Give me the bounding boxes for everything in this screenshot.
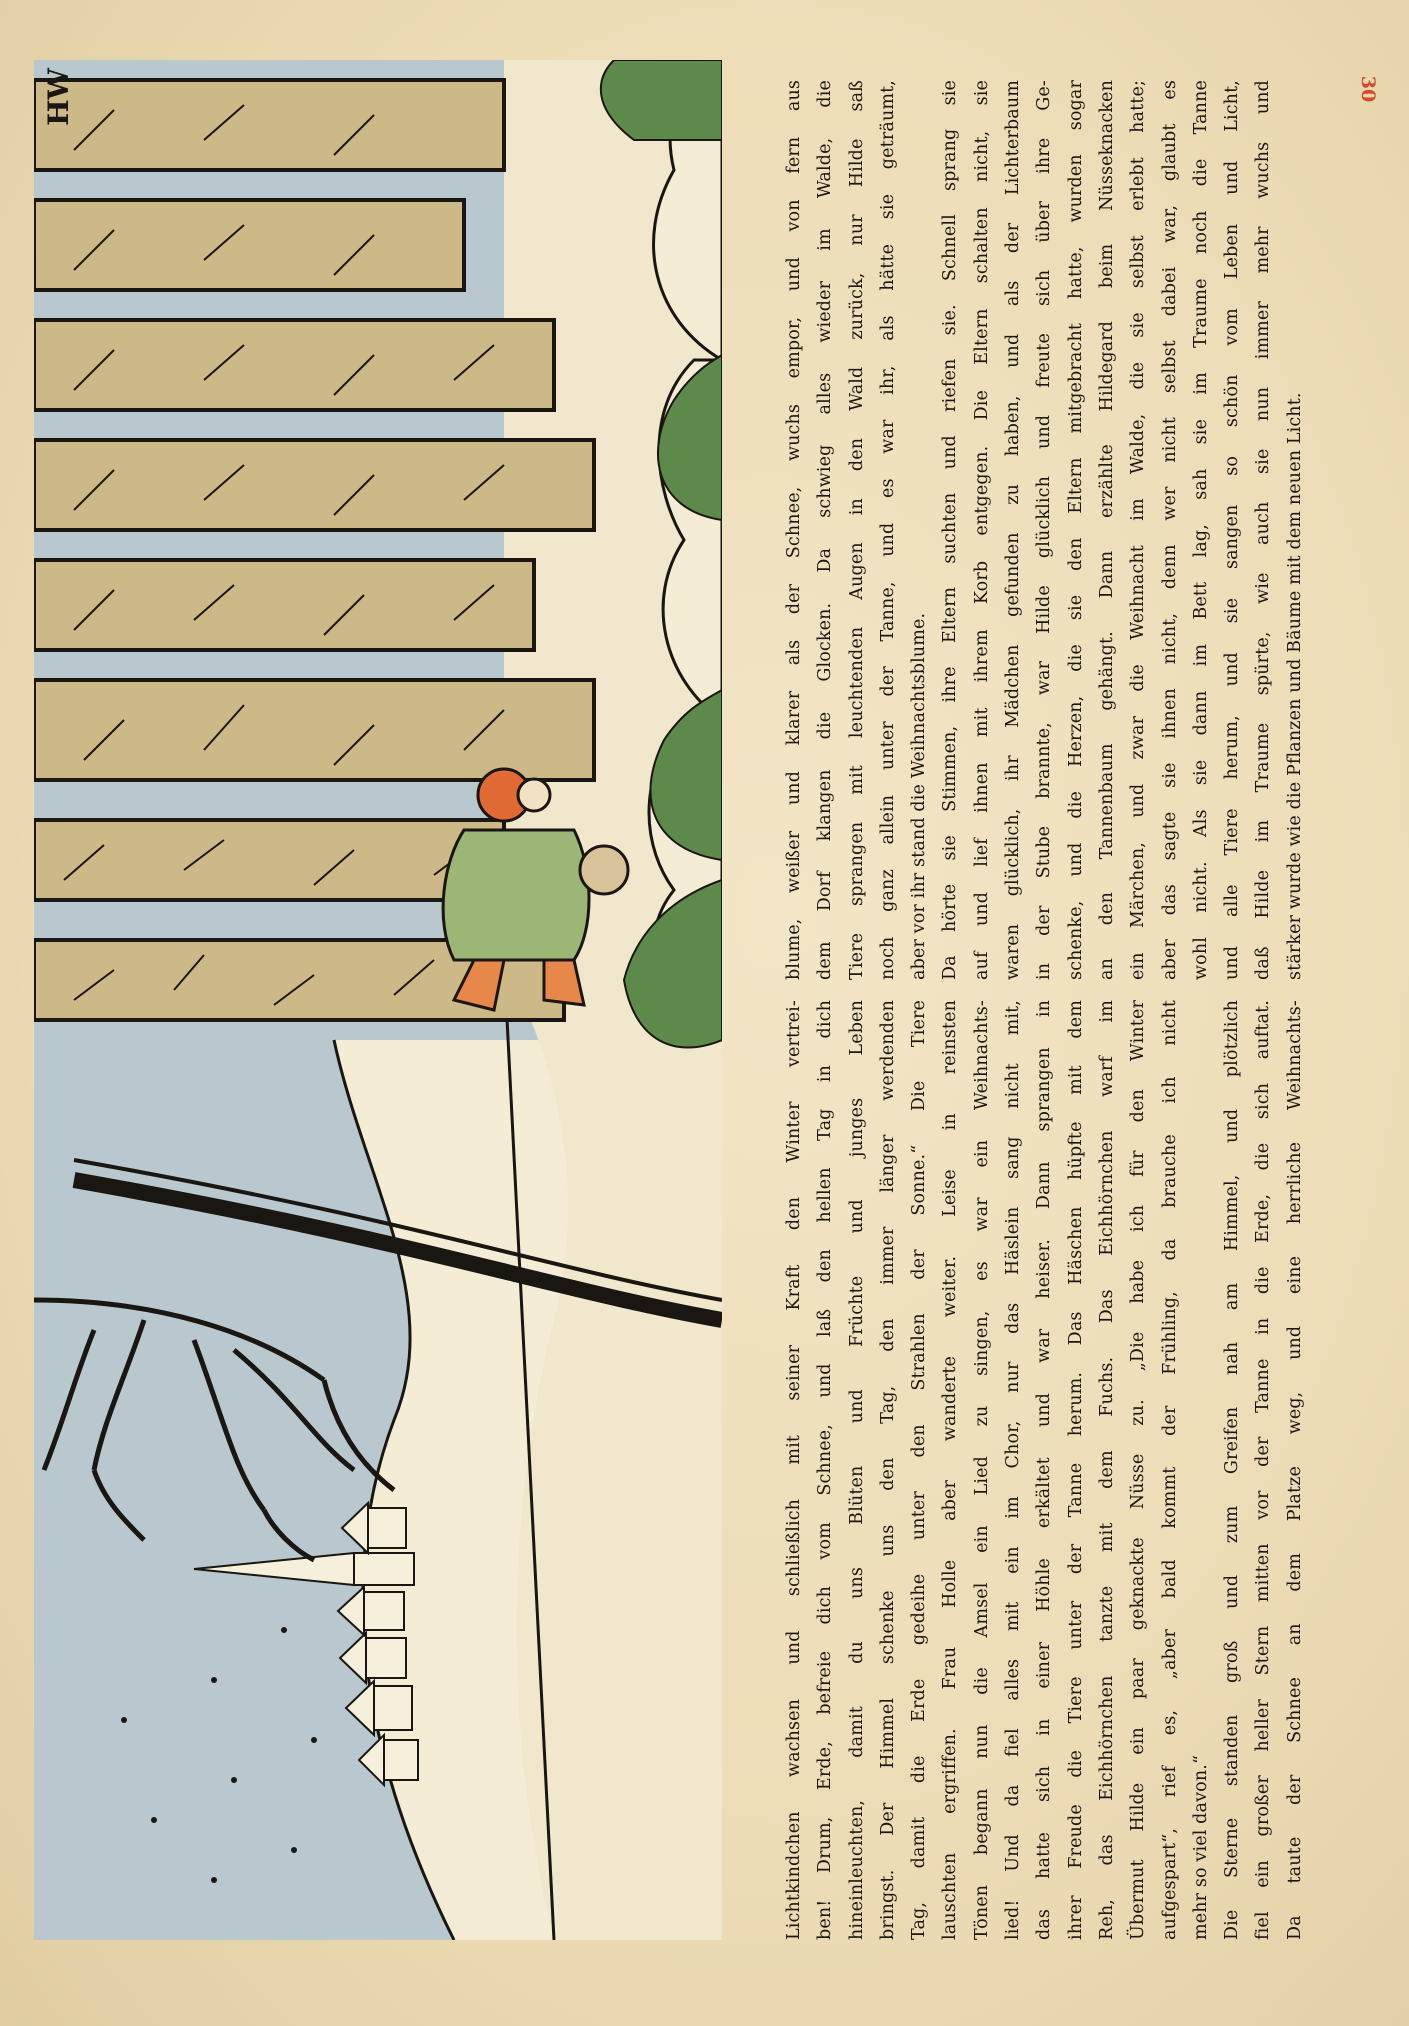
text-line: blume, weißer und klarer als der Schnee, wuchs empor, und von fern aus <box>784 80 804 980</box>
story-text-right-column <box>779 80 1311 980</box>
text-line: mehr so viel davon.“ <box>1190 1754 1211 1940</box>
text-line: ben! Drum, Erde, befreie dich vom Schnee, und laß den hellen Tag in dich <box>815 1000 836 1940</box>
story-text-left-column <box>779 1000 1311 1940</box>
text-line: Da taute der Schnee an dem Platze weg, und eine herrliche Weihnachts- <box>1284 1000 1305 1940</box>
text-line: Die Sterne standen groß und zum Greifen nah am Himmel, und plötzlich <box>1222 1000 1243 1940</box>
text-line: noch ganz allein unter der Tanne, und es war ihr, als hätte sie geträumt, <box>877 80 898 980</box>
text-line: stärker wurde wie die Pflanzen und Bäume mit dem neuen Licht. <box>1284 392 1305 980</box>
text-line: ein Märchen, und zwar die Weihnacht im Walde, die sie selbst erlebt hatte; <box>1128 80 1149 980</box>
text-line: auf und lief ihnen mit ihrem Korb entgegen. Die Eltern schalten nicht, sie <box>971 80 992 980</box>
text-line: ihrer Freude die Tiere unter der Tanne herum. Das Häschen hüpfte mit dem <box>1065 1000 1086 1940</box>
text-line: Da hörte sie Stimmen, ihre Eltern suchten und riefen sie. Schnell sprang sie <box>940 80 961 980</box>
text-line: lauschten ergriffen. Frau Holle aber wanderte weiter. Leise in reinsten <box>940 1000 961 1940</box>
text-line: Tönen begann nun die Amsel ein Lied zu singen, es war ein Weihnachts- <box>971 1000 992 1940</box>
text-line: dem Dorf klangen die Glocken. Da schwieg alles wieder im Walde, die <box>815 80 836 980</box>
text-line: aber vor ihr stand die Weihnachtsblume. <box>909 612 930 980</box>
text-line: bringst. Der Himmel schenke uns den Tag, den immer länger werdenden <box>877 1000 898 1940</box>
text-line: Reh, das Eichhörnchen tanzte mit dem Fuchs. Das Eichhörnchen warf im <box>1096 1000 1117 1940</box>
text-line: Tiere sprangen mit leuchtenden Augen in den Wald zurück, nur Hilde saß <box>846 80 867 980</box>
text-line: waren glücklich, ihr Mädchen gefunden zu haben, und als der Lichterbaum <box>1003 80 1024 980</box>
text-line: an den Tannenbaum gehängt. Dann erzählte Hildegard beim Nüsseknacken <box>1096 80 1117 980</box>
text-line: hineinleuchten, damit du uns Blüten und Früchte und junges Leben <box>846 1000 867 1940</box>
text-line: daß Hilde im Traume spürte, wie auch sie nun immer mehr wuchs und <box>1253 80 1274 980</box>
text-line: in der Stube brannte, war Hilde glücklich und freute sich über ihre Ge- <box>1034 80 1055 980</box>
text-line: das hatte sich in einer Höhle erkältet und war heiser. Dann sprangen in <box>1034 1000 1055 1940</box>
artist-signature: HW <box>42 68 75 126</box>
text-line: und alle Tiere herum, und sie sangen so schön vom Leben und Licht, <box>1222 80 1243 980</box>
forest-illustration <box>34 60 722 1940</box>
text-line: aber das sagte sie ihnen nicht, denn wer nicht selbst dabei war, glaubt es <box>1159 80 1180 980</box>
text-line: schenke, und die Herzen, die sie den Eltern mitgebracht hatte, wurden sogar <box>1065 80 1086 980</box>
text-line: aufgespart“, rief es, „aber bald kommt der Frühling, da brauche ich nicht <box>1159 1000 1180 1940</box>
text-line: fiel ein großer heller Stern mitten vor der Tanne in die Erde, die sich auftat. <box>1253 1000 1274 1940</box>
page-number: 30 <box>1356 75 1379 103</box>
text-line: Tag, damit die Erde gedeihe unter den Strahlen der Sonne.“ Die Tiere <box>909 1000 930 1940</box>
rotated-page-content <box>34 30 1374 2000</box>
text-line: lied! Und da fiel alles mit ein im Chor, nur das Häslein sang nicht mit, <box>1003 1000 1024 1940</box>
text-line: wohl nicht. Als sie dann im Bett lag, sah sie im Traume noch die Tanne <box>1190 80 1211 980</box>
text-line: Übermut Hilde ein paar geknackte Nüsse zu. „Die habe ich für den Winter <box>1128 1000 1149 1940</box>
text-line: Lichtkindchen wachsen und schließlich mit seiner Kraft den Winter vertrei- <box>784 1000 804 1940</box>
